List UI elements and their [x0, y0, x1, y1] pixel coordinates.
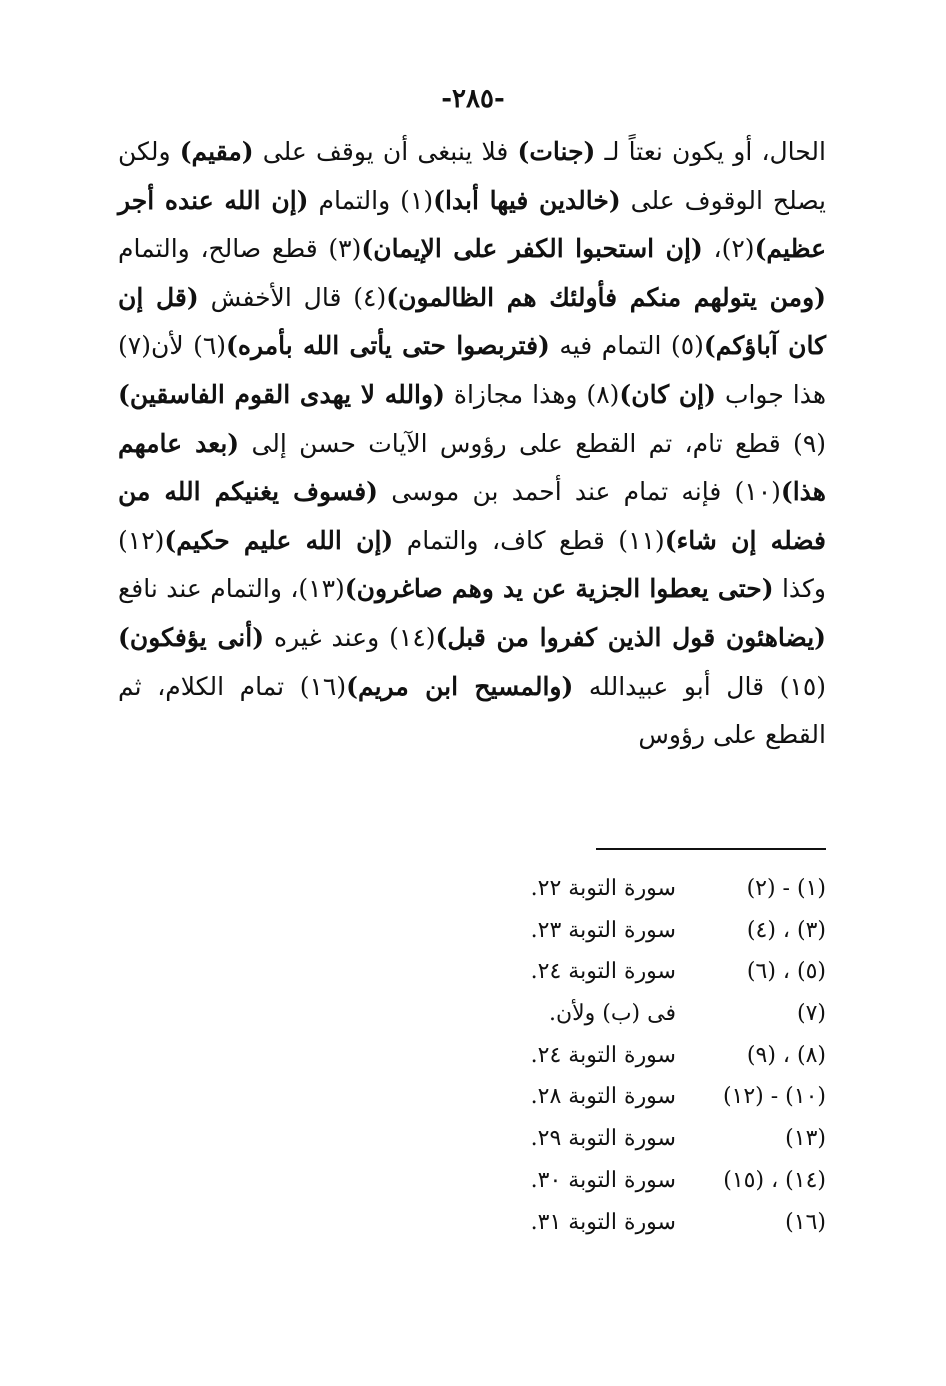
footnote-row: [480, 1202, 826, 1244]
quran-quote: (فسوف يغنيكم الله من فضله إن شاء): [118, 477, 826, 555]
body-segment: (١٣)، والتمام عند نافع: [118, 574, 345, 604]
body-segment: ولكن يصلح الوقوف على: [118, 137, 826, 215]
footnote-ref: (٣) ، (٤): [746, 917, 826, 943]
body-segment: (٢)،: [702, 234, 755, 264]
footnote-text: سورة التوبة ٣٠.: [530, 1167, 676, 1193]
quran-quote: (خالدين فيها أبدا): [433, 185, 621, 215]
footnote-text: سورة التوبة ٢٨.: [530, 1084, 676, 1110]
body-segment: (١٥) قال أبو عبيدالله: [573, 671, 827, 701]
footnote-text: سورة التوبة ٣١.: [530, 1209, 676, 1235]
footnote-ref: (١٣): [785, 1126, 826, 1152]
body-segment: (٦) لأن(٧) هذا جواب: [118, 331, 827, 409]
footnote-text: سورة التوبة ٢٢.: [530, 876, 676, 901]
quran-quote: (والمسيح ابن مريم): [346, 671, 574, 701]
footnote-row: [480, 910, 826, 952]
footnote-text: سورة التوبة ٢٩.: [530, 1126, 676, 1152]
quran-quote: (إن الله عليم حكيم): [164, 525, 394, 555]
body-segment: (١٢) وكذا: [118, 525, 826, 604]
quran-quote: (مقيم): [179, 137, 254, 166]
quran-quote: (إن الله عنده أجر عظيم): [118, 185, 826, 264]
quran-quote: (قل إن كان آباؤكم): [118, 282, 826, 361]
quran-quote: (أنى يؤفكون): [118, 622, 265, 652]
footnote-row: [480, 1160, 826, 1202]
quran-quote: (فتربصوا حتى يأتى الله بأمره): [226, 331, 550, 361]
footnote-ref: (١) - (٢): [746, 876, 826, 901]
quran-quote: (جنات): [517, 137, 596, 166]
body-segment: (١٤) وعند غيره: [264, 622, 436, 652]
footnotes: [480, 868, 826, 1243]
body-segment: (٥) التمام فيه: [549, 331, 704, 361]
footnote-ref: (٧): [796, 1001, 826, 1027]
body-segment: (٣) قطع صالح، والتمام: [118, 234, 362, 264]
footnote-text: سورة التوبة ٢٤.: [530, 959, 676, 985]
body-segment: (٩) قطع تام، تم القطع على رؤوس الآيات حسن إلى: [239, 428, 827, 458]
page-number: -٢٨٥-: [441, 84, 505, 114]
quran-quote: (إن كان): [619, 379, 716, 409]
body-segment: (٨) وهذا مجازاة: [444, 379, 620, 409]
footnote-row: [480, 993, 826, 1035]
quran-quote: (والله لا يهدى القوم الفاسقين): [118, 379, 445, 409]
quran-quote: (إن استحبوا الكفر على الإيمان): [361, 234, 703, 264]
body-segment: (١) والتمام: [308, 185, 434, 215]
footnote-ref: (٨) ، (٩): [746, 1042, 826, 1068]
body-segment: (١١) قطع كاف، والتمام: [393, 525, 665, 555]
footnote-row: [480, 1076, 826, 1118]
quran-quote: (ومن يتولهم منكم فأولئك هم الظالمون): [386, 282, 826, 312]
body-segment: (١٠) فإنه تمام عند أحمد بن موسى: [378, 477, 781, 507]
quran-quote: (يضاهئون قول الذين كفروا من قبل): [435, 622, 826, 652]
footnote-ref: (١٤) ، (١٥): [723, 1167, 826, 1193]
footnote-text: سورة التوبة ٢٤.: [530, 1042, 676, 1068]
body-segment: (٤) قال الأخفش: [198, 282, 387, 312]
footnote-row: [480, 868, 826, 910]
body-segment: فلا ينبغى أن يوقف على: [253, 137, 518, 166]
body-segment: (١٦) تمام الكلام، ثم القطع على رؤوس: [118, 671, 826, 750]
footnote-ref: (٥) ، (٦): [746, 959, 826, 985]
footnote-separator: [596, 848, 826, 850]
footnote-text: سورة التوبة ٢٣.: [530, 917, 676, 943]
quran-quote: (حتى يعطوا الجزية عن يد وهم صاغرون): [344, 574, 774, 604]
footnote-row: [480, 951, 826, 993]
footnote-row: [480, 1035, 826, 1077]
body-segment: الحال، أو يكون نعتاً لـ: [595, 137, 826, 166]
footnote-ref: (١٠) - (١٢): [722, 1084, 826, 1110]
body-text: [118, 128, 826, 760]
footnote-text: فى (ب) ولأن.: [548, 1001, 676, 1027]
footnote-ref: (١٦): [785, 1209, 826, 1235]
quran-quote: (بعد عامهم هذا): [118, 428, 826, 507]
footnote-row: [480, 1118, 826, 1160]
